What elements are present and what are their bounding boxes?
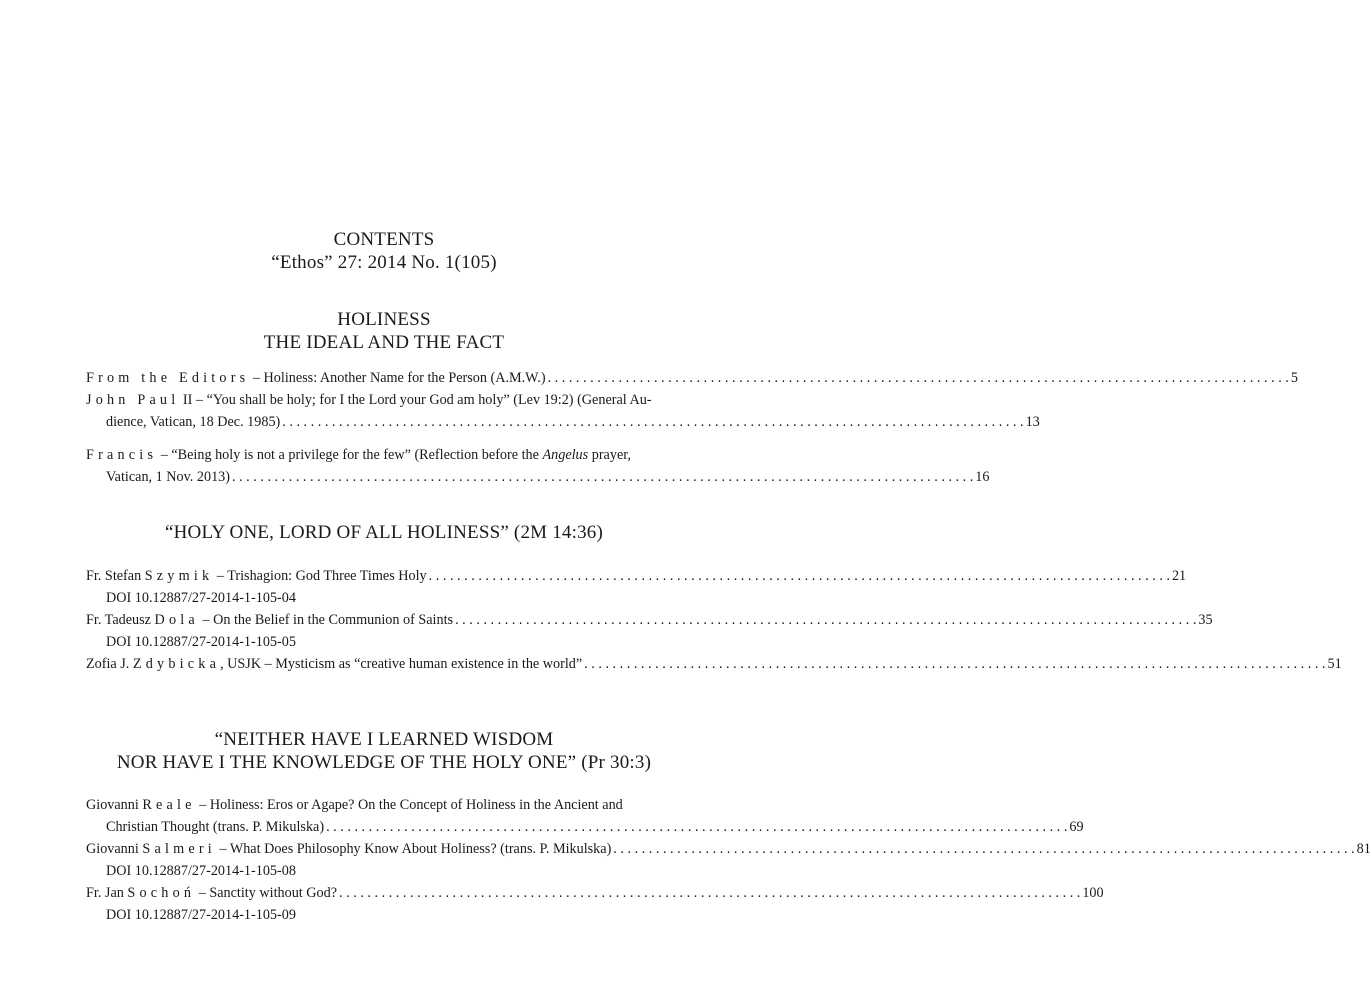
page-number: 5 [1290, 370, 1298, 386]
page-number: 51 [1327, 656, 1342, 672]
toc-entry-editors[interactable]: From the Editors – Holiness: Another Name for the Person (A.M.W.) . . . 5 [86, 367, 682, 389]
doi: DOI 10.12887/27-2014-1-105-09 [106, 907, 296, 923]
page-number: 35 [1198, 612, 1213, 628]
toc-entry-sochon[interactable]: Fr. Jan Sochoń – Sanctity without God? . . . 100 DOI 10.12887/27-2014-1-105-09 [86, 882, 682, 926]
leader-dots [584, 653, 1325, 675]
toc-entry-john-paul[interactable]: John Paul II – “You shall be holy; for I the Lord your God am holy” (Lev 19:2) (General Au- dience, Vatican, 18 Dec. 1985) . . . 13 [86, 389, 682, 433]
page-number: 69 [1069, 819, 1084, 835]
toc-entry-reale[interactable]: Giovanni Reale – Holiness: Eros or Agape? On the Concept of Holiness in the Ancient and Christian Thought (trans. P. Mikulska) . . . 69 [86, 794, 682, 838]
page-number: 21 [1171, 568, 1187, 584]
doi: DOI 10.12887/27-2014-1-105-08 [106, 863, 296, 879]
leader-dots [339, 882, 1080, 904]
toc-entry-dola[interactable]: Fr. Tadeusz Dola – On the Belief in the Communion of Saints . . . 35 DOI 10.12887/27-2014-1-105-05 [86, 609, 682, 653]
leader-dots [613, 838, 1354, 860]
doi: DOI 10.12887/27-2014-1-105-04 [106, 590, 296, 606]
leader-dots [548, 367, 1289, 389]
page-number: 16 [975, 469, 990, 485]
page-number: 100 [1082, 885, 1104, 901]
page-number: 13 [1025, 414, 1040, 430]
leader-dots [455, 609, 1196, 631]
toc-entry-szymik[interactable]: Fr. Stefan Szymik – Trishagion: God Three Times Holy . . . 21 DOI 10.12887/27-2014-1-105-04 [86, 565, 682, 609]
leader-dots [326, 816, 1067, 838]
contents-header [0, 228, 768, 274]
section-heading-holy-one: “HOLY ONE, LORD OF ALL HOLINESS” (2M 14:36) [164, 522, 604, 543]
leader-dots [429, 565, 1170, 587]
leader-dots [282, 411, 1023, 433]
section-heading-wisdom: “NEITHER HAVE I LEARNED WISDOM NOR HAVE I THE KNOWLEDGE OF THE HOLY ONE” (Pr 30:3) [116, 729, 652, 773]
toc-entry-zdybicka[interactable]: Zofia J. Zdybicka, USJK – Mysticism as “creative human existence in the world” . . . 51 [86, 653, 682, 675]
toc-entry-francis[interactable]: Francis – “Being holy is not a privilege for the few” (Reflection before the Angelus prayer, Vatican, 1 Nov. 2013) . . . 16 [86, 444, 682, 488]
toc-entry-salmeri[interactable]: Giovanni Salmeri – What Does Philosophy Know About Holiness? (trans. P. Mikulska) . . . 81 DOI 10.12887/27-2014-1-105-08 [86, 838, 682, 882]
section-heading-holiness: HOLINESS THE IDEAL AND THE FACT [263, 309, 505, 353]
doi: DOI 10.12887/27-2014-1-105-05 [106, 634, 296, 650]
leader-dots [232, 466, 973, 488]
page-title: CONTENTS [333, 229, 435, 250]
journal-issue: “Ethos” 27: 2014 No. 1(105) [271, 252, 497, 273]
page-number: 81 [1356, 841, 1371, 857]
